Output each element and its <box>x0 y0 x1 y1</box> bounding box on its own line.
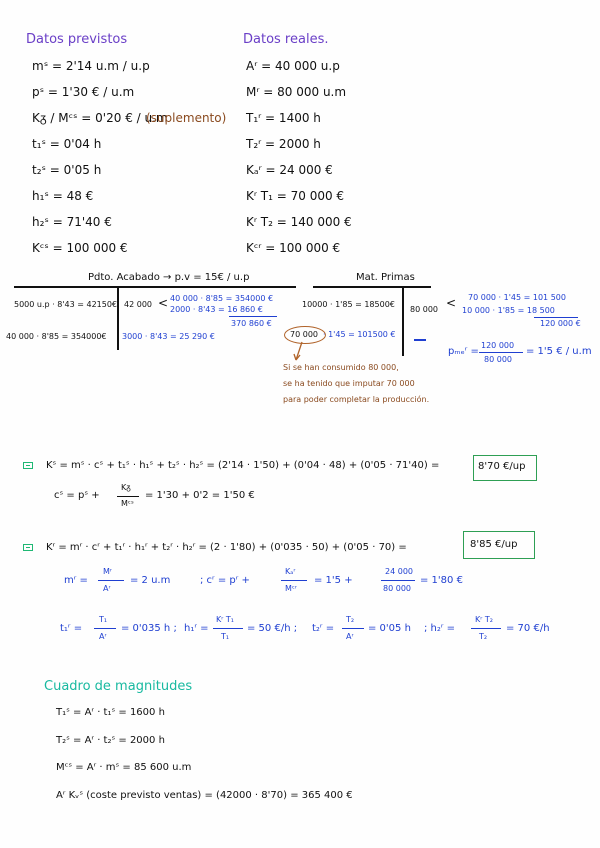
t2-denominator: Aʳ <box>346 632 354 641</box>
actual-row: Kᶜʳ = 100 000 € <box>246 241 341 255</box>
actual-row: T₁ʳ = 1400 h <box>246 111 321 125</box>
pme-numerator: 120 000 <box>481 341 515 350</box>
bullet-icon <box>23 544 33 551</box>
left-header: Datos previstos <box>26 32 128 47</box>
fraction-bar <box>471 628 501 629</box>
planned-row: Kᶜˢ = 100 000 € <box>32 241 128 255</box>
pme-denominator: 80 000 <box>484 355 512 364</box>
t1-result: = 0'035 h ; <box>121 623 177 634</box>
t-account-divider <box>117 286 119 350</box>
ks-result: 8'70 €/up <box>478 461 526 472</box>
h2-result: = 70 €/h <box>506 623 550 634</box>
t-account-divider-2 <box>402 286 404 356</box>
actual-row: Mʳ = 80 000 u.m <box>246 85 347 99</box>
fraction-bar <box>381 580 415 581</box>
planned-row: pˢ = 1'30 € / u.m <box>32 85 135 99</box>
fraction-bar <box>94 628 116 629</box>
t-left-note-1: 40 000 · 8'85 = 354000 € <box>170 294 274 303</box>
cr-mid: = 1'5 + <box>314 575 353 586</box>
fraction-bar <box>479 352 523 353</box>
finished-product-title: Pdto. Acabado → p.v = 15€ / u.p <box>88 272 250 283</box>
arrow-icon <box>290 340 310 364</box>
note-line-1: Si se han consumido 80 000, <box>283 363 399 372</box>
planned-row: Kᵹ / Mᶜˢ = 0'20 € / u.m <box>32 111 168 125</box>
t1-denominator: Aʳ <box>99 632 107 641</box>
cr-label: ; cʳ = pʳ + <box>200 575 250 586</box>
h2-label: ; h₂ʳ = <box>424 623 456 634</box>
note-line-3: para poder completar la producción. <box>283 395 430 404</box>
t2-label: t₂ʳ = <box>312 623 335 634</box>
fraction-bar <box>98 580 124 581</box>
t2-numerator: T₂ <box>346 615 355 624</box>
bullet-icon <box>23 462 33 469</box>
t-right-debit-1: 10000 · 1'85 = 18500€ <box>302 300 395 309</box>
t-account-top-line-2 <box>313 286 431 288</box>
t1-numerator: T₁ <box>99 615 108 624</box>
t2-result: = 0'05 h <box>368 623 411 634</box>
magnitude-row: T₁ˢ = Aʳ · t₁ˢ = 1600 h <box>56 707 165 718</box>
fraction-bar <box>213 628 243 629</box>
fraction-bar <box>281 580 307 581</box>
magnitude-row: T₂ˢ = Aʳ · t₂ˢ = 2000 h <box>56 735 165 746</box>
t-right-note-3: 120 000 € <box>540 319 581 328</box>
planned-row: h₁ˢ = 48 € <box>32 189 94 203</box>
sum-line <box>229 316 277 317</box>
t-left-debit-1: 5000 u.p · 8'43 = 42150€ <box>14 300 118 309</box>
note-line-2: se ha tenido que imputar 70 000 <box>283 379 415 388</box>
kr-result: 8'85 €/up <box>470 539 518 550</box>
t-left-credit-2: 3000 · 8'43 = 25 290 € <box>122 332 215 341</box>
cs-denominator: Mᶜˢ <box>121 499 134 508</box>
mr-numerator: Mʳ <box>103 567 112 576</box>
t1-label: t₁ʳ = <box>60 623 83 634</box>
t-left-credit-1: 42 000 <box>124 300 152 309</box>
actual-row: T₂ʳ = 2000 h <box>246 137 321 151</box>
mr-label: mʳ = <box>64 575 88 586</box>
actual-row: Kₐʳ = 24 000 € <box>246 163 333 177</box>
pme-label: pₘₑʳ = <box>448 346 479 357</box>
bracket-icon: < <box>446 296 457 310</box>
cr-denominator-2: 80 000 <box>383 584 411 593</box>
suplemento-note: (suplemento) <box>146 111 227 125</box>
actual-row: Kʳ T₁ = 70 000 € <box>246 189 345 203</box>
planned-row: t₁ˢ = 0'04 h <box>32 137 102 151</box>
actual-row: Kʳ T₂ = 140 000 € <box>246 215 352 229</box>
raw-materials-title: Mat. Primas <box>356 272 415 283</box>
actual-row: Aʳ = 40 000 u.p <box>246 59 340 73</box>
dash-mark <box>414 339 426 341</box>
mr-denominator: Aʳ <box>103 584 111 593</box>
cr-numerator: Kₐʳ <box>285 567 296 576</box>
planned-row: h₂ˢ = 71'40 € <box>32 215 112 229</box>
t-left-note-4: 370 860 € <box>231 319 272 328</box>
cr-numerator-2: 24 000 <box>385 567 413 576</box>
t-left-note-2: 2000 · 8'43 = 16 860 € <box>170 305 263 314</box>
ks-equation: Kˢ = mˢ · cˢ + t₁ˢ · h₁ˢ + t₂ˢ · h₂ˢ = (2'14 · 1'50) + (0'04 · 48) + (0'05 · 71'40) = <box>46 460 440 471</box>
right-header: Datos reales. <box>243 32 329 47</box>
h1-numerator: Kʳ T₁ <box>216 615 234 624</box>
cs-numerator: Kᵹ <box>121 483 131 492</box>
t-left-debit-2: 40 000 · 8'85 = 354000€ <box>6 332 107 341</box>
kr-equation: Kʳ = mʳ · cʳ + t₁ʳ · h₁ʳ + t₂ʳ · h₂ʳ = (2 · 1'80) + (0'035 · 50) + (0'05 · 70) = <box>46 542 407 553</box>
mr-result: = 2 u.m <box>130 575 171 586</box>
magnitude-row: Mᶜˢ = Aʳ · mˢ = 85 600 u.m <box>56 762 192 773</box>
planned-row: t₂ˢ = 0'05 h <box>32 163 102 177</box>
cr-denominator: Mᶜʳ <box>285 584 297 593</box>
t-right-credit-1: 80 000 <box>410 305 438 314</box>
t-right-note-1: 70 000 · 1'45 = 101 500 <box>468 293 566 302</box>
cr-result: = 1'80 € <box>420 575 463 586</box>
planned-row: mˢ = 2'14 u.m / u.p <box>32 59 150 73</box>
t-account-top-line <box>14 286 296 288</box>
h1-label: h₁ʳ = <box>184 623 209 634</box>
sum-line <box>534 317 578 318</box>
t-right-note-2: 10 000 · 1'85 = 18 500 <box>462 306 555 315</box>
bracket-icon: < <box>158 296 169 310</box>
cs-label: cˢ = pˢ + <box>54 490 100 501</box>
t-right-debit-2-circled: 70 000 <box>290 330 318 339</box>
fraction-bar <box>117 496 139 497</box>
h2-numerator: Kʳ T₂ <box>475 615 493 624</box>
h1-result: = 50 €/h ; <box>247 623 298 634</box>
pme-result: = 1'5 € / u.m <box>526 346 592 357</box>
t-right-debit-2: · 1'45 = 101500 € <box>323 330 396 339</box>
h1-denominator: T₁ <box>221 632 230 641</box>
cs-result: = 1'30 + 0'2 = 1'50 € <box>145 490 255 501</box>
h2-denominator: T₂ <box>479 632 488 641</box>
magnitude-row: Aʳ Kᵥˢ (coste previsto ventas) = (42000 · 8'70) = 365 400 € <box>56 790 353 801</box>
fraction-bar <box>342 628 364 629</box>
magnitudes-title: Cuadro de magnitudes <box>44 679 193 694</box>
